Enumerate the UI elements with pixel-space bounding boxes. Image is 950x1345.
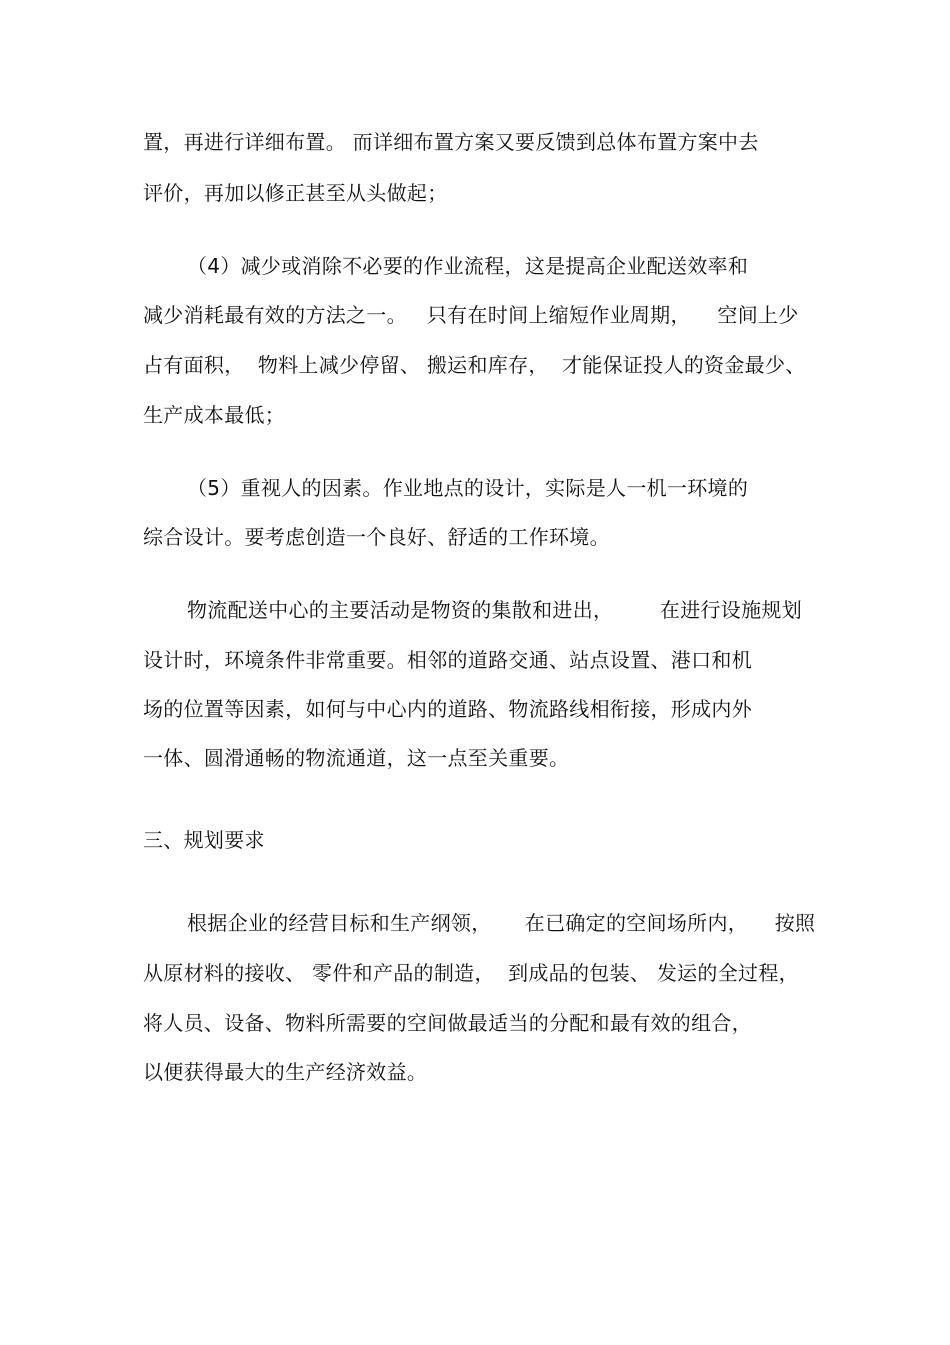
paragraph-2-line-3: 占有面积， 物料上减少停留、 搬运和库存， 才能保证投人的资金最少、 — [143, 353, 806, 377]
paragraph-1-line-2: 评价，再加以修正甚至从头做起； — [143, 181, 448, 205]
paragraph-2-line-4: 生产成本最低； — [143, 403, 286, 427]
paragraph-4-line-2: 设计时，环境条件非常重要。相邻的道路交通、站点设置、港口和机 — [143, 648, 752, 672]
paragraph-1-line-1: 置，再进行详细布置。 而详细布置方案又要反馈到总体布置方案中去 — [143, 130, 759, 154]
paragraph-5-line-2: 从原材料的接收、 零件和产品的制造， 到成品的包装、 发运的全过程， — [143, 961, 799, 985]
paragraph-5-line-4: 以便获得最大的生产经济效益。 — [143, 1060, 428, 1084]
paragraph-2-line-2: 减少消耗最有效的方法之一。 只有在时间上缩短作业周期， 空间上少 — [143, 303, 799, 327]
paragraph-3-line-2: 综合设计。要考虑创造一个良好、舒适的工作环境。 — [143, 525, 610, 549]
section-heading: 三、规划要求 — [143, 828, 265, 852]
paragraph-4-line-4: 一体、圆滑通畅的物流通道，这一点至关重要。 — [143, 746, 570, 770]
paragraph-5-line-1: 根据企业的经营目标和生产纲领， 在已确定的空间场所内， 按照 — [187, 911, 816, 935]
paragraph-5-line-3: 将人员、设备、物料所需要的空间做最适当的分配和最有效的组合， — [143, 1011, 752, 1035]
paragraph-4-line-3: 场的位置等因素，如何与中心内的道路、物流路线相衔接，形成内外 — [143, 697, 752, 721]
paragraph-3-line-1: （5）重视人的因素。作业地点的设计，实际是人一机一环境的 — [187, 476, 749, 500]
paragraph-2-line-1: （4）减少或消除不必要的作业流程，这是提高企业配送效率和 — [187, 254, 749, 278]
paragraph-4-line-1: 物流配送中心的主要活动是物资的集散和进出， 在进行设施规划 — [187, 598, 803, 622]
